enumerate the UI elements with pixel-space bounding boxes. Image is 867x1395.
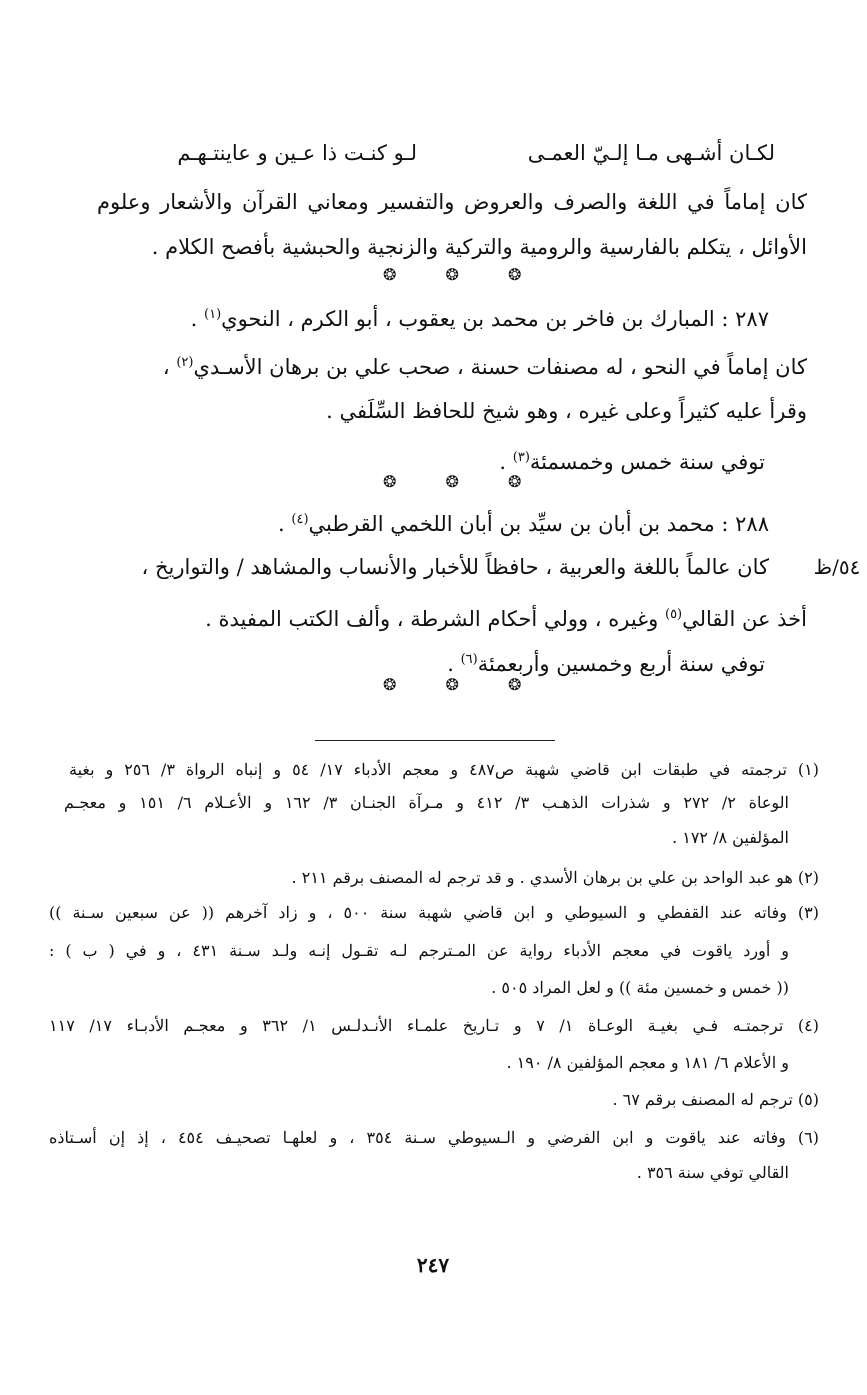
footnote-ref-4: (٤) — [291, 512, 309, 527]
entry-287-line-2: وقرأ عليه كثيراً وعلى غيره ، وهو شيخ للحافظ السِّلَفي . — [326, 399, 807, 423]
footnote-divider — [315, 740, 555, 741]
entry-288-death — [165, 645, 765, 679]
bio-286-line-2: الأوائل ، يتكلم بالفارسية والرومية والتركية والزنجية والحبشية بأفصح الكلام . — [151, 235, 807, 259]
entry-287-line-1 — [97, 348, 807, 382]
footnote-ref-3: (٣) — [512, 450, 530, 465]
verse-left-hemistich: لكـان أشـهى مـا إلـيّ العمـى — [527, 141, 775, 165]
separator-ornament: ❂ ❂ ❂ — [383, 675, 544, 694]
footnote-1-line-1: (١) ترجمته في طبقات ابن قاضي شهبة ص٤٨٧ و معجم الأدباء ١٧/ ٥٤ و إنباه الرواة ٣/ ٢٥٦ و بغية — [69, 760, 819, 779]
footnote-4-line-2: و الأعلام ٦/ ١٨١ و معجم المؤلفين ٨/ ١٩٠ . — [506, 1053, 789, 1072]
entry-288-line-1: كان عالماً باللغة والعربية ، حافظاً للأخبار والأنساب والمشاهد / والتواريخ ، — [141, 555, 769, 579]
footnote-3-line-2: و أورد ياقوت في معجم الأدباء رواية عن المـترجم لـه تقـول إنـه ولـد سـنة ٤٣١ ، و في ( ب ) : — [49, 941, 789, 960]
manuscript-folio-marker: ٥٤/ظ — [813, 555, 861, 579]
bio-286-line-1: كان إماماً في اللغة والصرف والعروض والتفسير ومعاني القرآن والأشعار وعلوم — [97, 190, 807, 214]
separator-ornament: ❂ ❂ ❂ — [383, 472, 544, 491]
entry-288-line-2-start: أخذ عن القالي — [682, 607, 807, 631]
footnote-6-line-1: (٦) وفاته عند ياقوت و ابن الفرضي و الـسيوطي سـنة ٣٥٤ ، و لعلهـا تصحيـف ٤٥٤ ، إذ إن أسـتاذه — [49, 1128, 819, 1147]
death-end-punct: . — [499, 450, 513, 474]
death-end-punct: . — [447, 652, 461, 676]
heading-end-punct: . — [278, 512, 292, 536]
footnote-3-line-3: (( خمس و خمسين مئة )) و لعل المراد ٥٠٥ . — [491, 978, 789, 997]
entry-287-line-1-text: كان إماماً في النحو ، له مصنفات حسنة ، صحب علي بن برهان الأسـدي — [193, 355, 807, 379]
page-number: ٢٤٧ — [416, 1253, 450, 1277]
footnote-4-line-1: (٤) ترجمتـه فـي بغيـة الوعـاة ١/ ٧ و تـاريخ علمـاء الأنـدلـس ١/ ٣٦٢ و معجـم الأدبـاء ١٧/ ١١٧ — [49, 1016, 819, 1035]
footnote-2: (٢) هو عبد الواحد بن علي بن برهان الأسدي . و قد ترجم له المصنف برقم ٢١١ . — [291, 868, 819, 887]
footnote-ref-6: (٦) — [460, 652, 478, 667]
entry-288-line-2-rest: وغيره ، وولي أحكام الشرطة ، وألف الكتب المفيدة . — [205, 607, 665, 631]
footnote-ref-1: (١) — [204, 307, 222, 322]
line-end-punct: ، — [162, 355, 177, 379]
entry-287-death-text: توفي سنة خمس وخمسمئة — [529, 450, 765, 474]
footnote-6-line-2: القالي توفي سنة ٣٥٦ . — [636, 1163, 789, 1182]
entry-288-line-2 — [67, 600, 807, 634]
footnote-5: (٥) ترجم له المصنف برقم ٦٧ . — [612, 1090, 819, 1109]
entry-288-heading — [89, 505, 769, 539]
verse-right-hemistich: لـو كنـت ذا عـين و عاينتـهـم — [177, 141, 417, 165]
footnote-ref-5: (٥) — [664, 607, 683, 622]
footnote-1-line-2: الوعاة ٢/ ٢٧٢ و شذرات الذهـب ٣/ ٤١٢ و مـرآة الجنـان ٣/ ١٦٢ و الأعـلام ٦/ ١٥١ و معجـم — [64, 793, 790, 812]
entry-288-heading-text: ٢٨٨ : محمد بن أبان بن سيِّد بن أبان اللخمي القرطبي — [308, 512, 769, 536]
entry-287-heading-text: ٢٨٧ : المبارك بن فاخر بن محمد بن يعقوب ، أبو الكرم ، النحوي — [221, 307, 769, 331]
separator-ornament: ❂ ❂ ❂ — [383, 265, 544, 284]
heading-end-punct: . — [190, 307, 204, 331]
entry-287-heading — [89, 300, 769, 334]
footnote-3-line-1: (٣) وفاته عند القفطي و السيوطي و ابن قاضي شهبة سنة ٥٠٠ ، و زاد آخرهم (( عن سبعين سـنة )) — [49, 903, 819, 922]
footnote-ref-2: (٢) — [176, 355, 194, 370]
footnote-1-line-3: المؤلفين ٨/ ١٧٢ . — [672, 828, 789, 847]
entry-288-death-text: توفي سنة أربع وخمسين وأربعمئة — [477, 652, 765, 676]
